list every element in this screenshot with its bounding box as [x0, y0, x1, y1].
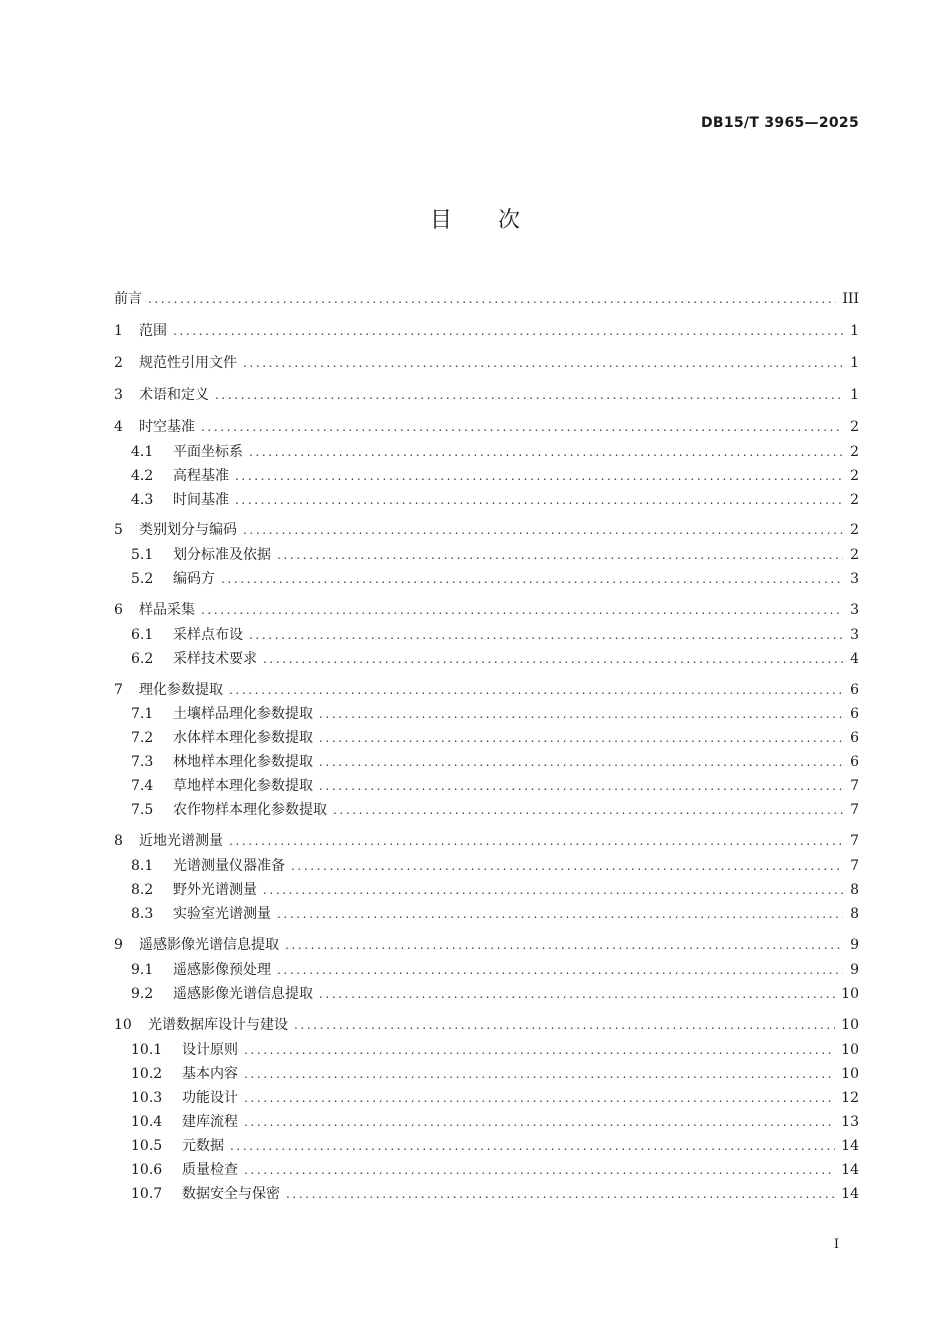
toc-entry-number: 9.1: [131, 962, 154, 978]
toc-leader: [319, 704, 843, 724]
toc-leader: [277, 545, 843, 565]
toc-entry-page: III: [842, 291, 859, 307]
toc-entry-label: 建库流程: [182, 1114, 238, 1130]
page-number: I: [833, 1237, 839, 1252]
toc-entry-label: 范围: [139, 323, 167, 339]
toc-leader: [277, 904, 843, 924]
toc-entry-label: 光谱数据库设计与建设: [148, 1017, 288, 1033]
toc-entry-page: 10: [841, 1017, 859, 1033]
toc-entry-page: 2: [850, 522, 859, 538]
toc-leader: [277, 960, 843, 980]
toc-entry-label: 时空基准: [139, 419, 195, 435]
toc-leader: [221, 569, 843, 589]
toc-entry-page: 2: [850, 419, 859, 435]
toc-entry[interactable]: [114, 680, 859, 700]
toc-entry-label: 编码方: [173, 571, 215, 587]
toc-subentry[interactable]: [131, 960, 859, 980]
toc-subentry[interactable]: [131, 904, 859, 924]
toc-leader: [235, 490, 843, 510]
toc-entry-label: 农作物样本理化参数提取: [173, 802, 327, 818]
toc-entry-page: 7: [850, 802, 859, 818]
toc-entry-number: 5: [114, 522, 123, 538]
toc-entry-page: 3: [850, 602, 859, 618]
toc-entry[interactable]: [114, 520, 859, 540]
toc-entry-number: 4.1: [131, 444, 154, 460]
toc-entry-label: 采样技术要求: [173, 651, 257, 667]
toc-entry-number: 7: [114, 682, 123, 698]
toc-entry-page: 4: [850, 651, 859, 667]
toc-entry-page: 13: [841, 1114, 859, 1130]
toc-leader: [319, 728, 843, 748]
toc-entry-number: 7.5: [131, 802, 154, 818]
toc-entry-label: 术语和定义: [139, 387, 209, 403]
toc-entry-page: 10: [841, 1042, 859, 1058]
toc-subentry[interactable]: [131, 984, 859, 1004]
toc-leader: [263, 649, 843, 669]
standard-code: DB15/T 3965—2025: [700, 115, 859, 131]
toc-leader: [249, 625, 843, 645]
toc-entry-page: 8: [850, 882, 859, 898]
toc-entry-number: 5.2: [131, 571, 154, 587]
toc-entry-label: 平面坐标系: [173, 444, 243, 460]
toc-entry-label: 水体样本理化参数提取: [173, 730, 313, 746]
toc-leader: [243, 353, 843, 373]
toc-entry-number: 9: [114, 937, 123, 953]
toc-leader: [173, 321, 843, 341]
toc-subentry[interactable]: [131, 442, 859, 462]
toc-subentry[interactable]: [131, 569, 859, 589]
toc-entry-page: 3: [850, 627, 859, 643]
toc-entry-label: 基本内容: [182, 1066, 238, 1082]
toc-entry-number: 6: [114, 602, 123, 618]
toc-entry-page: 14: [841, 1138, 859, 1154]
toc-entry[interactable]: [114, 385, 859, 405]
toc-entry-page: 2: [850, 444, 859, 460]
toc-entry-label: 设计原则: [182, 1042, 238, 1058]
toc-leader: [244, 1064, 835, 1084]
toc-entry-number: 4: [114, 419, 123, 435]
toc-entry-page: 12: [841, 1090, 859, 1106]
toc-subentry[interactable]: [131, 466, 859, 486]
toc-entry-page: 2: [850, 492, 859, 508]
toc-entry-label: 实验室光谱测量: [173, 906, 271, 922]
toc-entry-page: 2: [850, 547, 859, 563]
toc-entry[interactable]: [114, 935, 859, 955]
toc-entry-page: 7: [850, 833, 859, 849]
toc-entry-page: 7: [850, 778, 859, 794]
toc-entry-label: 规范性引用文件: [139, 355, 237, 371]
toc-entry-number: 7.4: [131, 778, 154, 794]
toc-entry-label: 遥感影像预处理: [173, 962, 271, 978]
toc-subentry[interactable]: [131, 776, 859, 796]
toc-subentry[interactable]: [131, 649, 859, 669]
toc-entry-page: 8: [850, 906, 859, 922]
toc-entry-number: 8.3: [131, 906, 154, 922]
toc-entry-label: 土壤样品理化参数提取: [173, 706, 313, 722]
toc-entry-label: 时间基准: [173, 492, 229, 508]
toc-entry-number: 2: [114, 355, 123, 371]
toc-entry-number: 8.1: [131, 858, 154, 874]
toc-entry-page: 9: [850, 937, 859, 953]
toc-subentry[interactable]: [131, 752, 859, 772]
page-title: 目次: [429, 208, 566, 233]
toc-entry-number: 10.6: [131, 1162, 163, 1178]
toc-leader: [244, 1040, 835, 1060]
toc-subentry[interactable]: [131, 625, 859, 645]
toc-leader: [249, 442, 843, 462]
toc-entry-number: 10.2: [131, 1066, 163, 1082]
toc-entry[interactable]: [114, 417, 859, 437]
toc-leader: [319, 752, 843, 772]
toc-entry-label: 林地样本理化参数提取: [173, 754, 313, 770]
toc-subentry[interactable]: [131, 800, 859, 820]
toc-subentry[interactable]: [131, 1112, 859, 1132]
toc-entry-label: 近地光谱测量: [139, 833, 223, 849]
toc-entry-number: 7.3: [131, 754, 154, 770]
toc-entry[interactable]: [114, 321, 859, 341]
toc-entry-page: 6: [850, 730, 859, 746]
toc-entry-number: 4.2: [131, 468, 154, 484]
toc-entry[interactable]: [114, 289, 859, 309]
toc-subentry[interactable]: [131, 704, 859, 724]
toc-leader: [229, 680, 843, 700]
toc-entry-number: 6.2: [131, 651, 154, 667]
toc-entry-label: 前言: [114, 291, 142, 307]
toc-entry-number: 3: [114, 387, 123, 403]
toc-subentry[interactable]: [131, 1160, 859, 1180]
toc-entry-number: 10.4: [131, 1114, 163, 1130]
toc-leader: [148, 289, 836, 309]
toc-entry-label: 遥感影像光谱信息提取: [173, 986, 313, 1002]
toc-entry[interactable]: [114, 831, 859, 851]
toc-entry-page: 10: [841, 986, 859, 1002]
toc-leader: [215, 385, 843, 405]
toc-entry-label: 高程基准: [173, 468, 229, 484]
toc-entry-label: 理化参数提取: [139, 682, 223, 698]
toc-leader: [244, 1112, 835, 1132]
toc-leader: [201, 417, 843, 437]
toc-entry-label: 质量检查: [182, 1162, 238, 1178]
toc-entry-label: 功能设计: [182, 1090, 238, 1106]
toc-subentry[interactable]: [131, 1184, 859, 1204]
toc-entry[interactable]: [114, 353, 859, 373]
toc-entry-page: 6: [850, 682, 859, 698]
toc-leader: [244, 1160, 835, 1180]
toc-entry-label: 元数据: [182, 1138, 224, 1154]
toc-entry-label: 样品采集: [139, 602, 195, 618]
toc-entry-page: 6: [850, 754, 859, 770]
toc-entry-label: 草地样本理化参数提取: [173, 778, 313, 794]
toc-entry-number: 8: [114, 833, 123, 849]
toc-entry[interactable]: [114, 1015, 859, 1035]
toc-entry-number: 10.3: [131, 1090, 163, 1106]
toc-leader: [230, 1136, 835, 1156]
toc-entry-page: 1: [850, 323, 859, 339]
toc-leader: [286, 1184, 835, 1204]
toc-entry[interactable]: [114, 600, 859, 620]
toc-subentry[interactable]: [131, 545, 859, 565]
toc-entry-page: 2: [850, 468, 859, 484]
toc-subentry[interactable]: [131, 728, 859, 748]
toc-entry-page: 9: [850, 962, 859, 978]
toc-entry-label: 划分标准及依据: [173, 547, 271, 563]
toc-entry-label: 数据安全与保密: [182, 1186, 280, 1202]
toc-leader: [291, 856, 843, 876]
toc-leader: [294, 1015, 835, 1035]
toc-leader: [319, 776, 843, 796]
toc-entry-label: 遥感影像光谱信息提取: [139, 937, 279, 953]
toc-entry-page: 7: [850, 858, 859, 874]
toc-entry-number: 4.3: [131, 492, 154, 508]
toc-entry-page: 3: [850, 571, 859, 587]
toc-leader: [244, 1088, 835, 1108]
toc-entry-label: 类别划分与编码: [139, 522, 237, 538]
toc-leader: [229, 831, 843, 851]
toc-leader: [333, 800, 843, 820]
toc-subentry[interactable]: [131, 856, 859, 876]
toc-entry-number: 1: [114, 323, 123, 339]
toc-entry-number: 7.1: [131, 706, 154, 722]
toc-entry-page: 14: [841, 1186, 859, 1202]
toc-leader: [263, 880, 843, 900]
toc-subentry[interactable]: [131, 1064, 859, 1084]
toc-subentry[interactable]: [131, 1040, 859, 1060]
toc-leader: [201, 600, 843, 620]
toc-entry-label: 野外光谱测量: [173, 882, 257, 898]
toc-subentry[interactable]: [131, 490, 859, 510]
toc-entry-number: 7.2: [131, 730, 154, 746]
toc-entry-number: 10.7: [131, 1186, 163, 1202]
toc-leader: [285, 935, 843, 955]
toc-entry-label: 光谱测量仪器准备: [173, 858, 285, 874]
toc-leader: [235, 466, 843, 486]
toc-entry-number: 5.1: [131, 547, 154, 563]
toc-entry-number: 10.5: [131, 1138, 163, 1154]
toc-entry-page: 6: [850, 706, 859, 722]
toc-subentry[interactable]: [131, 1088, 859, 1108]
toc-leader: [319, 984, 835, 1004]
toc-entry-label: 采样点布设: [173, 627, 243, 643]
toc-entry-page: 1: [850, 387, 859, 403]
toc-subentry[interactable]: [131, 1136, 859, 1156]
toc-entry-number: 9.2: [131, 986, 154, 1002]
toc-entry-number: 10.1: [131, 1042, 163, 1058]
toc-leader: [243, 520, 843, 540]
toc-entry-page: 1: [850, 355, 859, 371]
toc-entry-page: 10: [841, 1066, 859, 1082]
toc-subentry[interactable]: [131, 880, 859, 900]
toc-entry-number: 6.1: [131, 627, 154, 643]
toc-entry-page: 14: [841, 1162, 859, 1178]
toc-entry-number: 10: [114, 1017, 132, 1033]
toc-entry-number: 8.2: [131, 882, 154, 898]
